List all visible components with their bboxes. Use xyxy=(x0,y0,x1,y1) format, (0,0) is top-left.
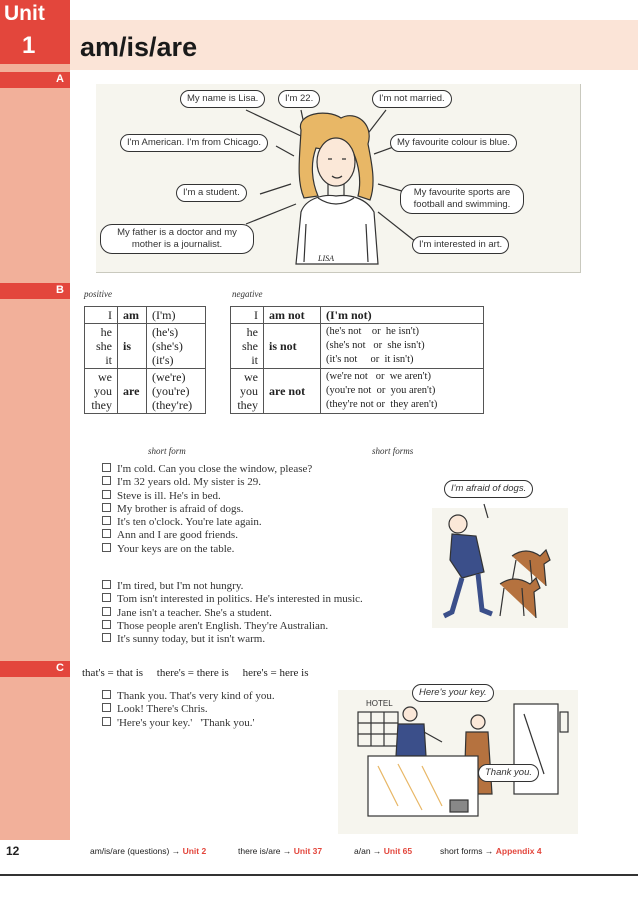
cross-reference[interactable]: a/an → Unit 65 xyxy=(354,846,413,856)
lisa-panel xyxy=(96,84,581,273)
cross-reference[interactable]: am/is/are (questions) → Unit 2 xyxy=(90,846,207,856)
checkbox-icon xyxy=(102,529,111,538)
short-form-cell: (we're not or we aren't) (you're not or you aren't) (they're not or they aren't) xyxy=(321,369,484,414)
hotel-sign: HOTEL xyxy=(366,699,393,708)
section-c-tab: C xyxy=(0,661,70,677)
bubble-age: I'm 22. xyxy=(278,90,320,108)
short-form-cell: (I'm not) xyxy=(321,307,484,324)
short-form-cell: (I'm) xyxy=(147,307,206,324)
cross-reference[interactable]: short forms → Appendix 4 xyxy=(440,846,542,856)
bubble-here-is-key: Here's your key. xyxy=(412,684,494,702)
table-row xyxy=(85,324,206,369)
verb-cell: is xyxy=(118,324,147,369)
lisa-caption: LISA xyxy=(318,254,334,263)
example-item: It's ten o'clock. You're late again. xyxy=(102,516,312,529)
short-forms-label: short forms xyxy=(372,446,414,456)
page-number: 12 xyxy=(6,844,20,858)
positive-label: positive xyxy=(84,289,112,299)
checkbox-icon xyxy=(102,607,111,616)
bubble-name: My name is Lisa. xyxy=(180,90,265,108)
checkbox-icon xyxy=(102,516,111,525)
table-row xyxy=(231,307,484,324)
page-title: am/is/are xyxy=(80,32,198,62)
example-item: 'Here's your key.' 'Thank you.' xyxy=(102,717,275,730)
bubble-colour: My favourite colour is blue. xyxy=(390,134,517,152)
unit-word: Unit xyxy=(4,2,45,25)
section-c-heading: that's = that is there's = there is here's = here is xyxy=(82,667,309,679)
example-item: Ann and I are good friends. xyxy=(102,529,312,542)
section-b-tab: B xyxy=(0,283,70,299)
unit-number: 1 xyxy=(22,32,36,59)
cross-reference[interactable]: there is/are → Unit 37 xyxy=(238,846,323,856)
pronoun-cell: I xyxy=(85,307,118,324)
example-item: Those people aren't English. They're Australian. xyxy=(102,620,363,633)
example-item: It's sunny today, but it isn't warm. xyxy=(102,633,363,646)
examples-group-3 xyxy=(102,690,275,730)
example-item: Jane isn't a teacher. She's a student. xyxy=(102,607,363,620)
example-item: Tom isn't interested in politics. He's interested in music. xyxy=(102,593,363,606)
hotel-reception-illustration xyxy=(338,684,578,834)
example-item: Steve is ill. He's in bed. xyxy=(102,490,312,503)
example-item: I'm tired, but I'm not hungry. xyxy=(102,580,363,593)
examples-group-2 xyxy=(102,580,363,646)
checkbox-icon xyxy=(102,703,111,712)
checkbox-icon xyxy=(102,690,111,699)
example-item: I'm cold. Can you close the window, please? xyxy=(102,463,312,476)
title-bar xyxy=(70,20,638,70)
checkbox-icon xyxy=(102,593,111,602)
checkbox-icon xyxy=(102,463,111,472)
examples-group-1 xyxy=(102,463,312,556)
example-item: Look! There's Chris. xyxy=(102,703,275,716)
verb-cell: is not xyxy=(264,324,321,369)
left-band xyxy=(0,299,70,661)
verb-cell: am not xyxy=(264,307,321,324)
left-band xyxy=(0,677,70,840)
short-form-cell: (we're) (you're) (they're) xyxy=(147,369,206,414)
pronoun-cell: he she it xyxy=(85,324,118,369)
checkbox-icon xyxy=(102,580,111,589)
bubble-married: I'm not married. xyxy=(372,90,452,108)
left-band xyxy=(0,88,70,283)
bubble-thank-you: Thank you. xyxy=(478,764,539,782)
man-and-dogs-illustration xyxy=(422,500,572,632)
example-item: Your keys are on the table. xyxy=(102,543,312,556)
pronoun-cell: I xyxy=(231,307,264,324)
pronoun-cell: we you they xyxy=(231,369,264,414)
example-item: Thank you. That's very kind of you. xyxy=(102,690,275,703)
table-row xyxy=(85,369,206,414)
example-item: I'm 32 years old. My sister is 29. xyxy=(102,476,312,489)
negative-table xyxy=(230,306,484,414)
section-a-tab: A xyxy=(0,72,70,88)
bubble-american: I'm American. I'm from Chicago. xyxy=(120,134,268,152)
checkbox-icon xyxy=(102,543,111,552)
bottom-rule xyxy=(0,874,638,876)
short-form-cell: (he's) (she's) (it's) xyxy=(147,324,206,369)
verb-cell: are xyxy=(118,369,147,414)
checkbox-icon xyxy=(102,717,111,726)
table-row xyxy=(85,307,206,324)
checkbox-icon xyxy=(102,633,111,642)
table-row xyxy=(231,369,484,414)
table-row xyxy=(231,324,484,369)
short-form-label: short form xyxy=(148,446,186,456)
pronoun-cell: he she it xyxy=(231,324,264,369)
checkbox-icon xyxy=(102,476,111,485)
bubble-sports: My favourite sports are football and swimming. xyxy=(400,184,524,214)
short-form-cell: (he's not or he isn't) (she's not or she isn't) (it's not or it isn't) xyxy=(321,324,484,369)
checkbox-icon xyxy=(102,490,111,499)
pronoun-cell: we you they xyxy=(85,369,118,414)
bubble-student: I'm a student. xyxy=(176,184,247,202)
bubble-art: I'm interested in art. xyxy=(412,236,509,254)
negative-label: negative xyxy=(232,289,263,299)
left-band xyxy=(0,64,70,72)
checkbox-icon xyxy=(102,620,111,629)
bubble-parents: My father is a doctor and my mother is a journalist. xyxy=(100,224,254,254)
unit-tab xyxy=(0,0,70,64)
bubble-afraid-of-dogs: I'm afraid of dogs. xyxy=(444,480,533,498)
verb-cell: are not xyxy=(264,369,321,414)
positive-table xyxy=(84,306,206,414)
example-item: My brother is afraid of dogs. xyxy=(102,503,312,516)
verb-cell: am xyxy=(118,307,147,324)
checkbox-icon xyxy=(102,503,111,512)
